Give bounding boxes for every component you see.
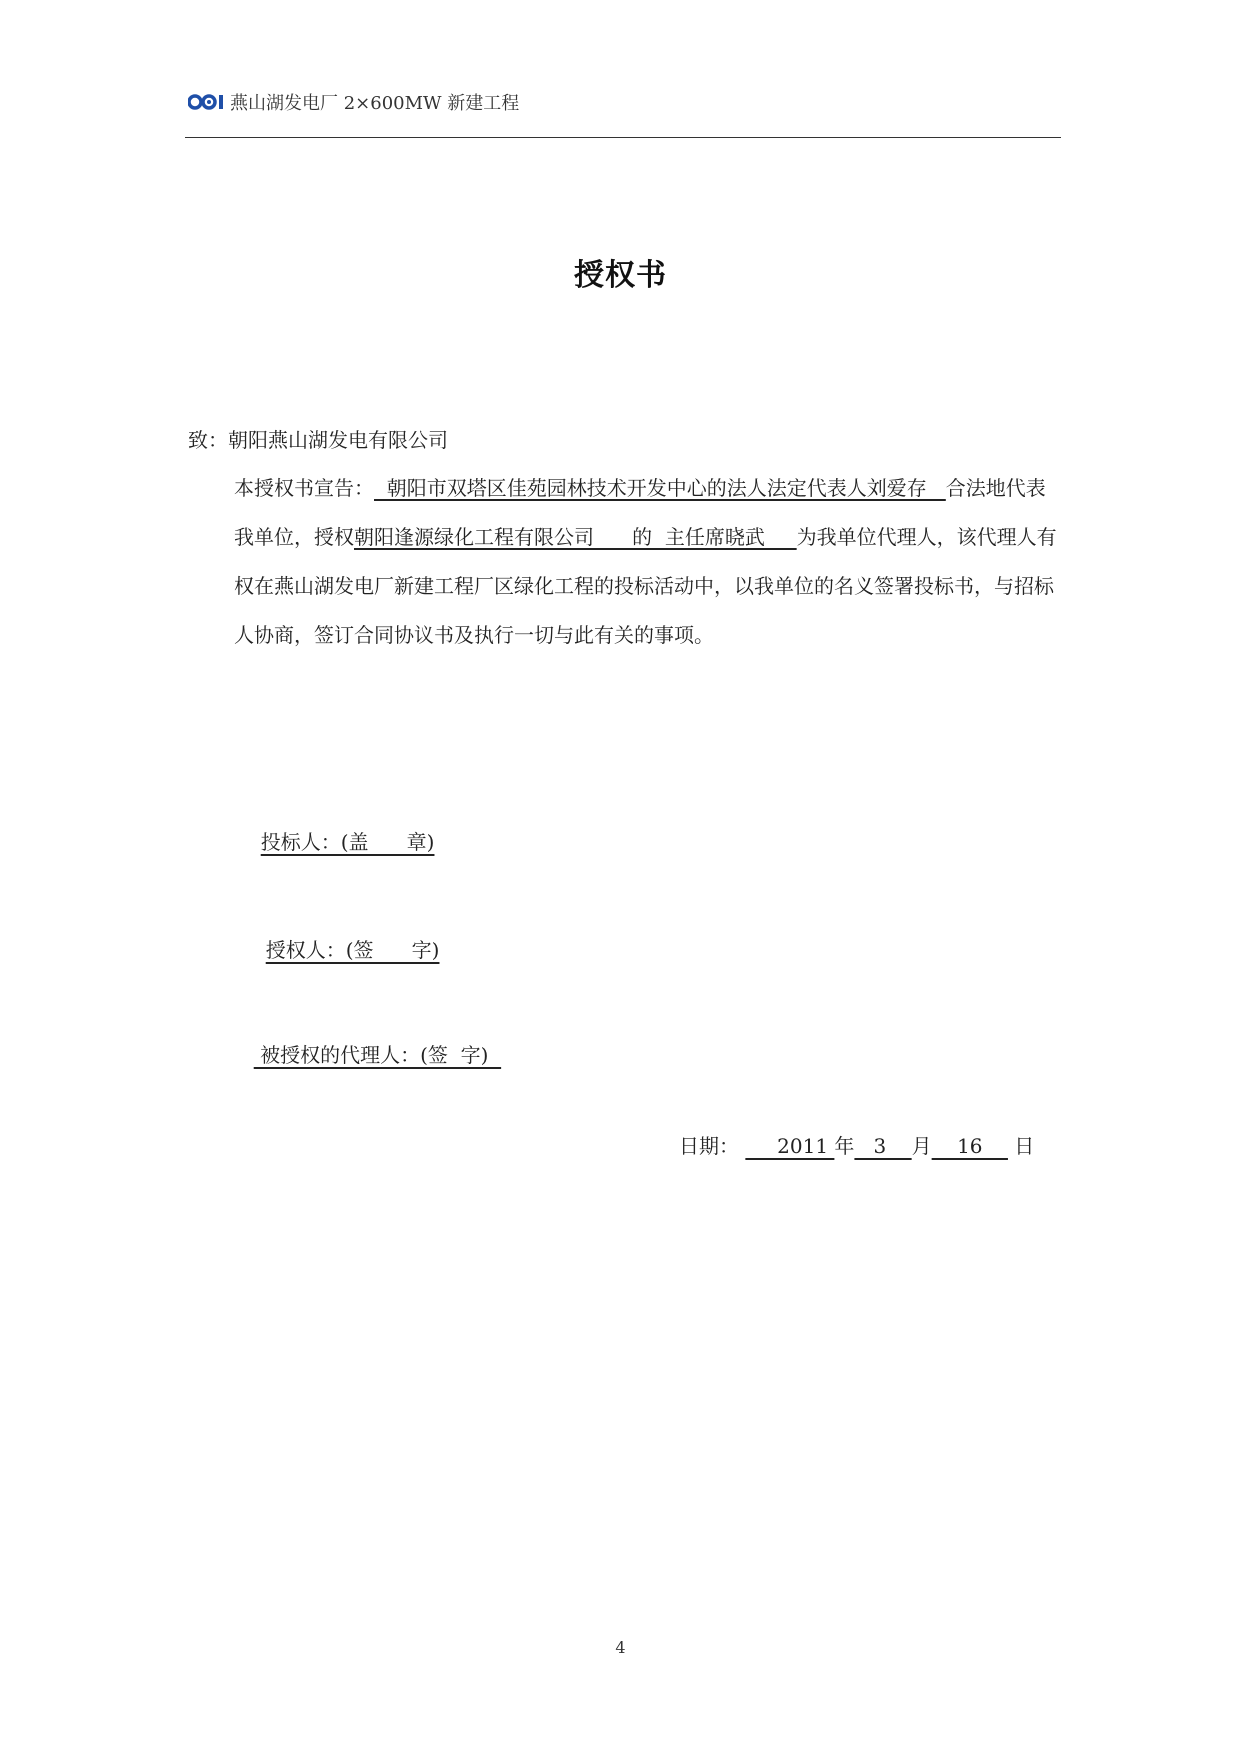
header-divider: [185, 137, 1061, 138]
para-prefix: 本授权书宣告：: [234, 476, 374, 500]
date-line: [679, 1130, 1034, 1159]
page-number: 4: [615, 1638, 626, 1657]
agent-label: 被授权的代理人：(签 字): [253, 1043, 502, 1067]
legal-representative-field: 朝阳市双塔区佳苑园林技术开发中心的法人法定代表人刘爱存: [374, 476, 946, 500]
date-day-unit: 日: [1007, 1134, 1035, 1158]
para-suffix: 为我单位代理人，该代理人有权在燕山湖发电厂新建工程厂区绿化工程的投标活动中，以我单位的名义签署投标书，与招标人协商，签订合同协议书及执行一切与此有关的事项。: [234, 525, 1057, 647]
authorizer-signature-line: [253, 910, 439, 963]
authorizer-label: 授权人：(签 字): [265, 938, 440, 962]
date-month-unit: 月: [911, 1134, 932, 1158]
agent-field: 朝阳逢源绿化工程有限公司 的 主任席晓武: [354, 525, 797, 549]
bidder-label: 投标人：(盖 章): [260, 830, 435, 854]
date-year: 2011: [745, 1134, 835, 1158]
agent-signature-line: [241, 1015, 501, 1068]
bidder-signature-line: [248, 802, 434, 855]
authorization-paragraph: [188, 464, 1058, 660]
date-day: 16: [931, 1134, 1008, 1158]
company-logo-icon: [188, 92, 228, 112]
page-header: [188, 87, 519, 117]
document-title: 授权书: [574, 258, 667, 293]
para-mid-text: 合法地代表我单位，授权: [234, 476, 1046, 549]
date-year-unit: 年: [834, 1134, 855, 1158]
header-title: 燕山湖发电厂 2×600MW 新建工程: [230, 93, 520, 114]
date-month: 3: [854, 1134, 912, 1158]
date-label: 日期：: [679, 1134, 739, 1158]
addressee: 致：朝阳燕山湖发电有限公司: [188, 428, 448, 452]
